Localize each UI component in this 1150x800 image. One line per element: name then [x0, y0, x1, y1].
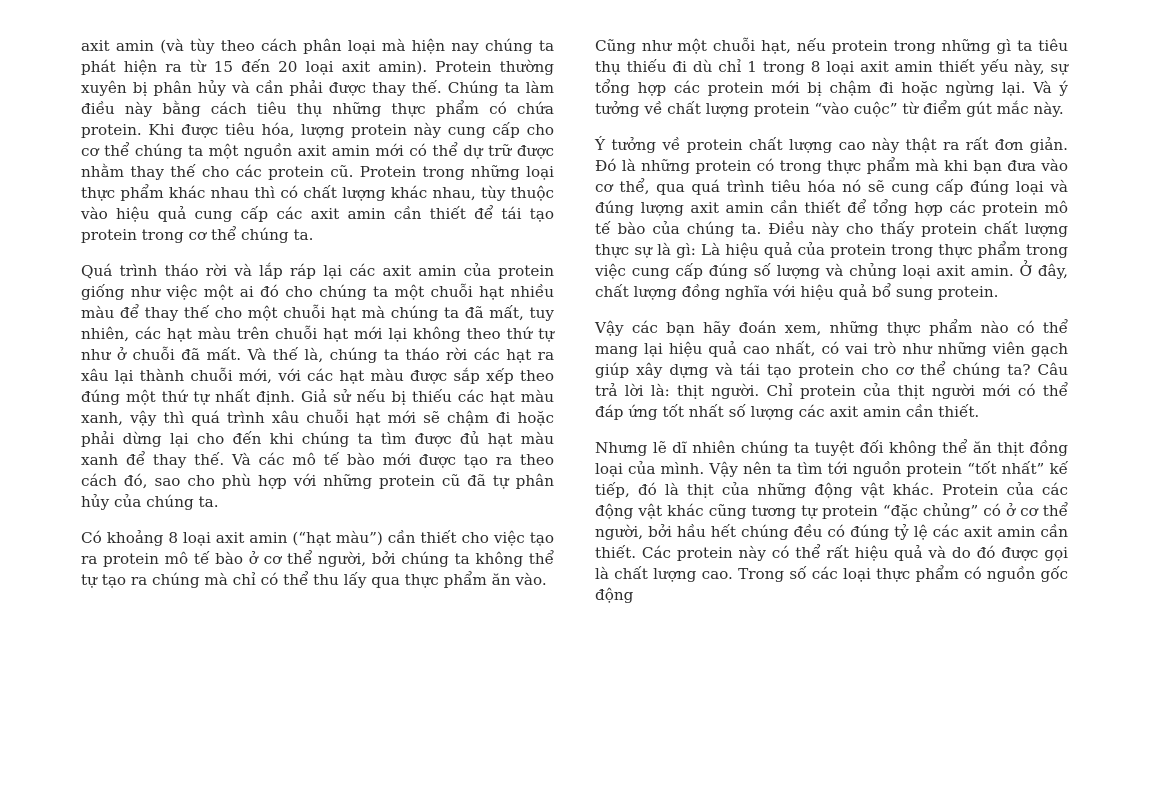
right-text-column	[595, 36, 1068, 606]
left-text-column	[81, 36, 554, 591]
paragraph: Nhưng lẽ dĩ nhiên chúng ta tuyệt đối không thể ăn thịt đồng loại của mình. Vậy nên ta tìm tới nguồn protein “tốt nhất” kế tiếp, đó là thịt của những động vật khác. Protein của các động vật khác cũng tương tự protein “đặc chủng” có ở cơ thể người, bởi hầu hết chúng đều có đúng tỷ lệ các axit amin cần thiết. Các protein này có thể rất hiệu quả và do đó được gọi là chất lượng cao. Trong số các loại thực phẩm có nguồn gốc động	[595, 439, 1068, 604]
paragraph: Vậy các bạn hãy đoán xem, những thực phẩm nào có thể mang lại hiệu quả cao nhất, có vai trò như những viên gạch giúp xây dựng và tái tạo protein cho cơ thể chúng ta? Câu trả lời là: thịt người. Chỉ protein của thịt người mới có thể đáp ứng tốt nhất số lượng các axit amin cần thiết.	[595, 319, 1068, 421]
paragraph: axit amin (và tùy theo cách phân loại mà hiện nay chúng ta phát hiện ra từ 15 đến 20 loại axit amin). Protein thường xuyên bị phân hủy và cần phải được thay thế. Chúng ta làm điều này bằng cách tiêu thụ những thực phẩm có chứa protein. Khi được tiêu hóa, lượng protein này cung cấp cho cơ thể chúng ta một nguồn axit amin mới có thể dự trữ được nhằm thay thế cho các protein cũ. Protein trong những loại thực phẩm khác nhau thì có chất lượng khác nhau, tùy thuộc vào hiệu quả cung cấp các axit amin cần thiết để tái tạo protein trong cơ thể chúng ta.	[81, 37, 554, 244]
paragraph: Có khoảng 8 loại axit amin (“hạt màu”) cần thiết cho việc tạo ra protein mô tế bào ở cơ thể người, bởi chúng ta không thể tự tạo ra chúng mà chỉ có thể thu lấy qua thực phẩm ăn vào.	[81, 529, 554, 589]
paragraph: Quá trình tháo rời và lắp ráp lại các axit amin của protein giống như việc một ai đó cho chúng ta một chuỗi hạt nhiều màu để thay thế cho một chuỗi hạt mà chúng ta đã mất, tuy nhiên, các hạt màu trên chuỗi hạt mới lại không theo thứ tự như ở chuỗi đã mất. Và thế là, chúng ta tháo rời các hạt ra xâu lại thành chuỗi mới, với các hạt màu được sắp xếp theo đúng một thứ tự nhất định. Giả sử nếu bị thiếu các hạt màu xanh, vậy thì quá trình xâu chuỗi hạt mới sẽ chậm đi hoặc phải dừng lại cho đến khi chúng ta tìm được đủ hạt màu xanh để thay thế. Và các mô tế bào mới được tạo ra theo cách đó, sao cho phù hợp với những protein cũ đã tự phân hủy của chúng ta.	[81, 262, 554, 511]
paragraph: Ý tưởng về protein chất lượng cao này thật ra rất đơn giản. Đó là những protein có trong thực phẩm mà khi bạn đưa vào cơ thể, qua quá trình tiêu hóa nó sẽ cung cấp đúng loại và đúng lượng axit amin cần thiết để tổng hợp các protein mô tế bào của chúng ta. Điều này cho thấy protein chất lượng thực sự là gì: Là hiệu quả của protein trong thực phẩm trong việc cung cấp đúng số lượng và chủng loại axit amin. Ở đây, chất lượng đồng nghĩa với hiệu quả bổ sung protein.	[595, 136, 1068, 301]
paragraph: Cũng như một chuỗi hạt, nếu protein trong những gì ta tiêu thụ thiếu đi dù chỉ 1 trong 8 loại axit amin thiết yếu này, sự tổng hợp các protein mới bị chậm đi hoặc ngừng lại. Và ý tưởng về chất lượng protein “vào cuộc” từ điểm gút mắc này.	[595, 37, 1068, 118]
